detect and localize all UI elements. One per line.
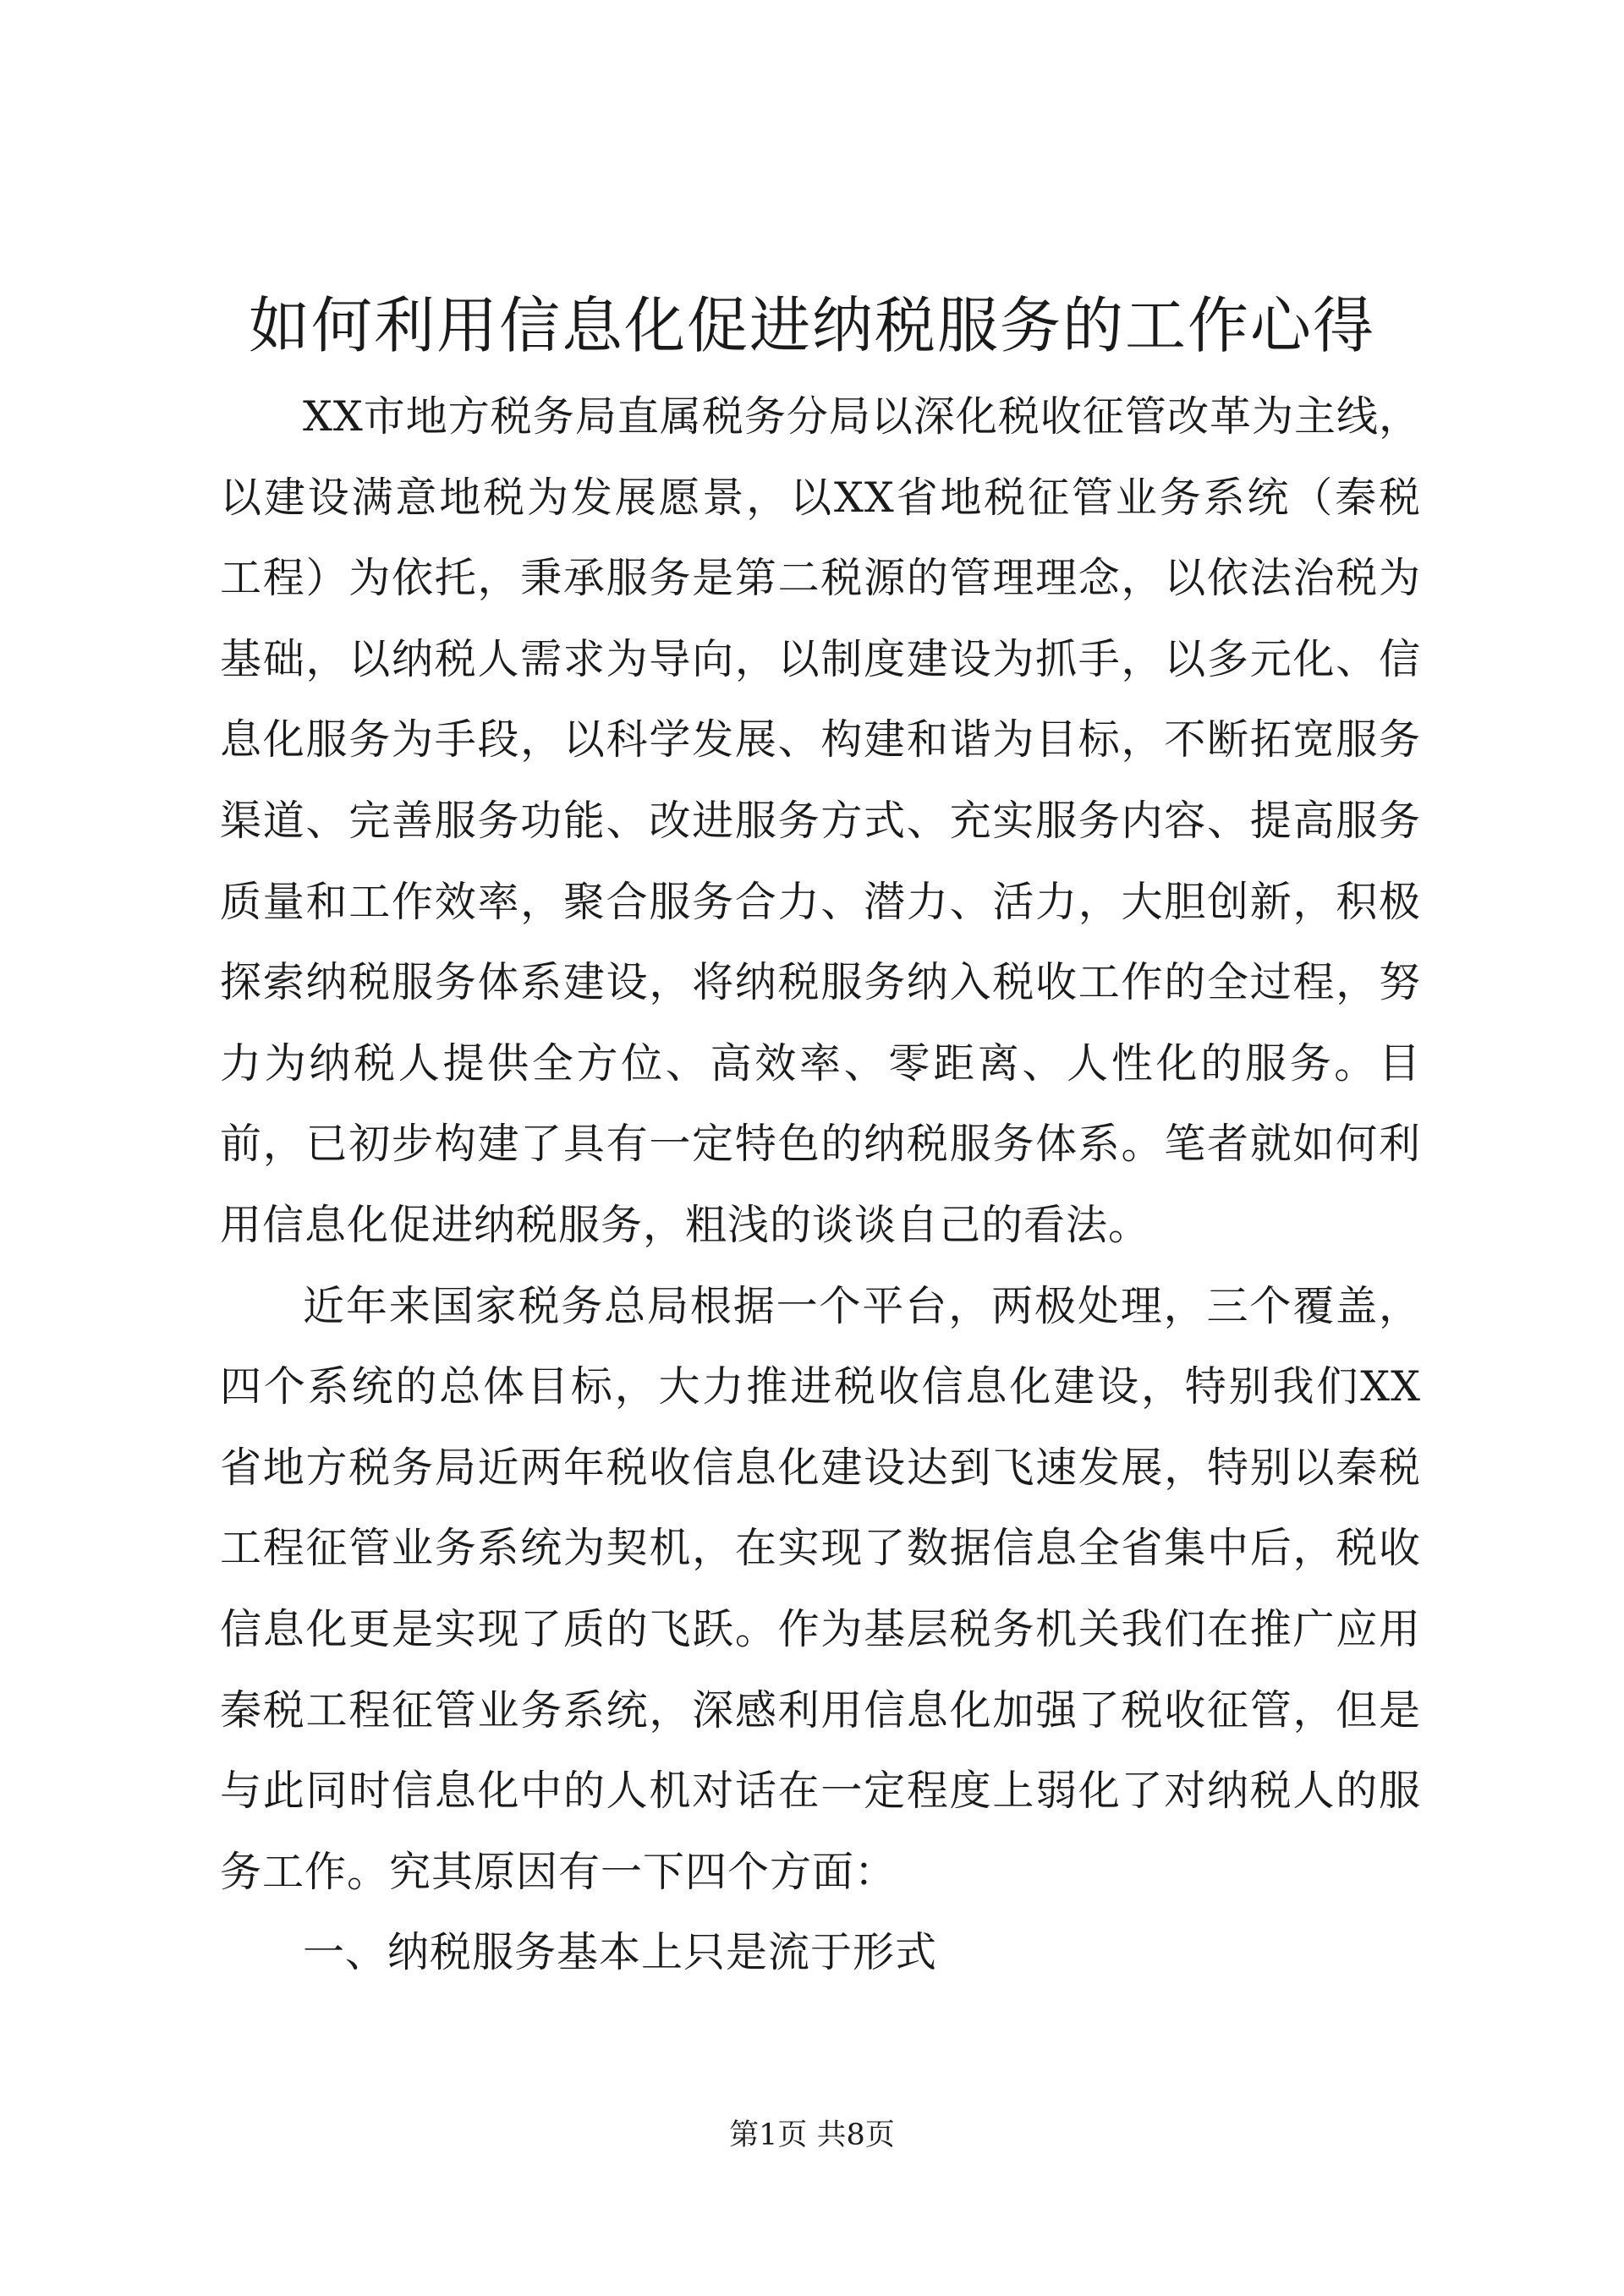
paragraph: XX市地方税务局直属税务分局以深化税收征管改革为主线，以建设满意地税为发展愿景，以XX省地税征管业务系统（秦税工程）为依托，秉承服务是第二税源的管理理念，以依法治税为基础，以纳税人需求为导向，以制度建设为抓手，以多元化、信息化服务为手段，以科学发展、构建和谐为目标，不断拓宽服务渠道、完善服务功能、改进服务方式、充实服务内容、提高服务质量和工作效率，聚合服务合力、潜力、活力，大胆创新，积极探索纳税服务体系建设，将纳税服务纳入税收工作的全过程，努力为纳税人提供全方位、高效率、零距离、人性化的服务。目前，已初步构建了具有一定特色的纳税服务体系。笔者就如何利用信息化促进纳税服务，粗浅的谈谈自己的看法。 xyxy=(220,392,1421,1249)
paragraph: 近年来国家税务总局根据一个平台，两极处理，三个覆盖，四个系统的总体目标，大力推进税收信息化建设，特别我们XX省地方税务局近两年税收信息化建设达到飞速发展，特别以秦税工程征管业务系统为契机，在实现了数据信息全省集中后，税收信息化更是实现了质的飞跃。作为基层税务机关我们在推广应用秦税工程征管业务系统，深感利用信息化加强了税收征管，但是与此同时信息化中的人机对话在一定程度上弱化了对纳税人的服务工作。究其原因有一下四个方面： xyxy=(220,1281,1421,1896)
document-body xyxy=(220,376,1421,1993)
section-heading: 一、纳税服务基本上只是流于形式 xyxy=(303,1928,938,1977)
document-title: 如何利用信息化促进纳税服务的工作心得 xyxy=(248,290,1375,361)
page-footer: 第1页 共8页 xyxy=(729,2118,895,2152)
